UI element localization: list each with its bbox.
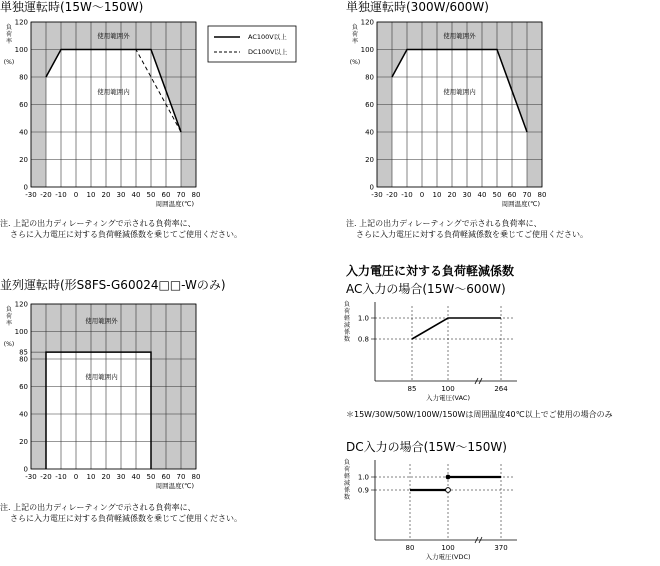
y-axis-label-char: 負: [343, 459, 351, 466]
x-tick-label: 70: [176, 191, 186, 199]
y-axis-label-char: 荷: [343, 466, 351, 473]
y-axis-label-char: 率: [351, 38, 359, 45]
x-tick-label: 80: [191, 191, 201, 199]
x-axis-label: 入力電圧(VDC): [425, 553, 471, 561]
x-tick-label: 10: [432, 191, 442, 199]
x-tick-label: 60: [161, 191, 171, 199]
x-tick-label: 10: [86, 473, 96, 481]
y-axis-label: [6, 23, 13, 45]
panel-tr-title: 単独運転時(300W/600W): [346, 0, 489, 14]
note-line-2: さらに入力電圧に対する負荷軽減係数を乗じてご使用ください。: [10, 230, 242, 239]
legend-label-dc: DC100V以上: [248, 48, 288, 56]
y-tick-label: 20: [19, 156, 28, 164]
y-axis-unit: (%): [3, 59, 15, 66]
label-outside-region: 使用範囲外: [97, 32, 130, 40]
y-axis-label-char: 負: [343, 301, 351, 308]
y-tick-label: 80: [19, 355, 28, 364]
note-line-2: さらに入力電圧に対する負荷軽減係数を乗じてご使用ください。: [356, 230, 588, 239]
x-tick-label: -30: [371, 191, 383, 199]
note-line-1: 注. 上記の出力ディレーティングで示される負荷率に、: [0, 219, 196, 228]
label-inside-region: 使用範囲内: [443, 88, 476, 96]
x-tick-label: -20: [40, 473, 52, 481]
x-tick-label: 30: [116, 473, 126, 481]
y-tick-label: 40: [365, 128, 374, 137]
y-tick-label: 1.0: [357, 314, 369, 323]
ac-footnote: ＊15W/30W/50W/100W/150Wは周囲温度40℃以上でご使用の場合のみ: [346, 410, 613, 419]
note-line-2: さらに入力電圧に対する負荷軽減係数を乗じてご使用ください。: [10, 514, 242, 523]
y-axis-label: [344, 300, 351, 343]
legend-box: [208, 26, 296, 62]
y-axis-label: [6, 305, 13, 327]
x-axis-label: 入力電圧(VAC): [426, 394, 470, 402]
y-axis-label-char: 数: [343, 336, 351, 343]
y-tick-label: 60: [19, 101, 28, 109]
x-tick-label: 264: [494, 385, 508, 393]
y-axis-label-char: 軽: [343, 315, 351, 322]
y-axis-label-char: 負: [351, 24, 359, 31]
y-tick-label: 40: [19, 128, 28, 137]
y-tick-label: 0.9: [357, 486, 369, 495]
x-tick-label: -30: [25, 473, 37, 481]
y-axis-label: [344, 458, 351, 501]
panel-tl-title: 単独運転時(15W〜150W): [0, 0, 144, 14]
x-tick-label: 80: [537, 191, 547, 199]
x-tick-label: 0: [73, 191, 79, 199]
x-axis-label: 周囲温度(℃): [501, 200, 540, 208]
y-tick-label: 100: [360, 46, 374, 54]
y-axis-label-char: 率: [5, 38, 13, 45]
y-tick-label: 0.8: [357, 335, 369, 344]
x-tick-label: 70: [176, 473, 186, 481]
x-tick-label: 50: [146, 191, 156, 199]
series-line: [412, 318, 501, 339]
label-outside-region: 使用範囲外: [85, 317, 118, 325]
x-tick-label: 40: [131, 473, 141, 481]
x-tick-label: 10: [86, 191, 96, 199]
x-tick-label: 80: [191, 473, 201, 481]
y-tick-label: 120: [14, 300, 28, 309]
y-tick-label: 0: [369, 183, 374, 192]
y-axis-label-char: 荷: [5, 31, 13, 38]
x-tick-label: 40: [131, 191, 141, 199]
y-tick-label: 60: [19, 383, 28, 391]
x-tick-label: -20: [40, 191, 52, 199]
y-tick-label: 80: [365, 73, 374, 82]
y-axis-label-char: 荷: [351, 31, 359, 38]
y-axis-unit: (%): [349, 59, 361, 66]
y-axis-unit: (%): [3, 341, 15, 348]
panel-dc-title: DC入力の場合(15W〜150W): [346, 440, 507, 454]
derating-heading: 入力電圧に対する負荷軽減係数: [346, 264, 515, 278]
x-tick-label: 100: [441, 385, 455, 393]
panel-ac-title: AC入力の場合(15W〜600W): [346, 282, 506, 296]
label-inside-region: 使用範囲内: [97, 88, 130, 96]
x-tick-label: 100: [441, 544, 455, 552]
label-inside-region: 使用範囲内: [85, 373, 118, 381]
x-axis-label: 周囲温度(℃): [155, 200, 194, 208]
y-tick-label: 80: [19, 73, 28, 82]
x-tick-label: -10: [55, 473, 67, 481]
x-tick-label: 40: [477, 191, 487, 199]
x-tick-label: 70: [522, 191, 532, 199]
x-tick-label: -10: [401, 191, 413, 199]
y-axis-label-char: 係: [343, 329, 351, 336]
x-tick-label: 30: [462, 191, 472, 199]
x-tick-label: -20: [386, 191, 398, 199]
open-point: [446, 488, 451, 493]
y-tick-label: 60: [365, 101, 374, 109]
y-axis-label-char: 数: [343, 494, 351, 501]
x-tick-label: -10: [55, 191, 67, 199]
x-tick-label: 0: [419, 191, 425, 199]
x-tick-label: -30: [25, 191, 37, 199]
x-tick-label: 85: [407, 385, 417, 393]
x-tick-label: 60: [161, 473, 171, 481]
y-axis-label: [352, 23, 359, 45]
y-axis-label-char: 係: [343, 487, 351, 494]
y-tick-label: 120: [14, 18, 28, 27]
y-tick-label: 0: [23, 183, 28, 192]
y-tick-label: 100: [14, 328, 28, 336]
closed-point: [446, 475, 451, 480]
y-axis-label-char: 軽: [343, 473, 351, 480]
x-tick-label: 20: [447, 191, 457, 199]
x-tick-label: 50: [492, 191, 502, 199]
label-outside-region: 使用範囲外: [443, 32, 476, 40]
x-tick-label: 370: [494, 544, 508, 552]
x-tick-label: 0: [73, 473, 79, 481]
x-tick-label: 50: [146, 473, 156, 481]
note-line-1: 注. 上記の出力ディレーティングで示される負荷率に、: [346, 219, 542, 228]
y-axis-label-char: 荷: [343, 308, 351, 315]
x-tick-label: 30: [116, 191, 126, 199]
y-axis-label-char: 率: [5, 320, 13, 327]
x-tick-label: 20: [101, 473, 111, 481]
y-axis-label-char: 減: [343, 480, 351, 487]
y-tick-label: 40: [19, 410, 28, 419]
y-tick-label: 20: [365, 156, 374, 164]
y-axis-label-char: 荷: [5, 313, 13, 320]
x-tick-label: 80: [405, 544, 415, 552]
y-tick-label: 1.0: [357, 473, 369, 482]
x-axis-label: 周囲温度(℃): [155, 482, 194, 490]
y-tick-label: 0: [23, 465, 28, 474]
legend-label-ac: AC100V以上: [248, 33, 287, 41]
region-inside: [46, 352, 151, 469]
y-tick-label: 100: [14, 46, 28, 54]
x-tick-label: 60: [507, 191, 517, 199]
y-tick-label: 120: [360, 18, 374, 27]
y-axis-label-char: 負: [5, 306, 13, 313]
panel-bl-title: 並列運転時(形S8FS-G60024□□-Wのみ): [0, 278, 226, 292]
x-tick-label: 20: [101, 191, 111, 199]
y-axis-label-char: 減: [343, 322, 351, 329]
y-tick-label: 20: [19, 438, 28, 446]
y-axis-label-char: 負: [5, 24, 13, 31]
note-line-1: 注. 上記の出力ディレーティングで示される負荷率に、: [0, 503, 196, 512]
y-tick-label: 85: [19, 348, 28, 357]
